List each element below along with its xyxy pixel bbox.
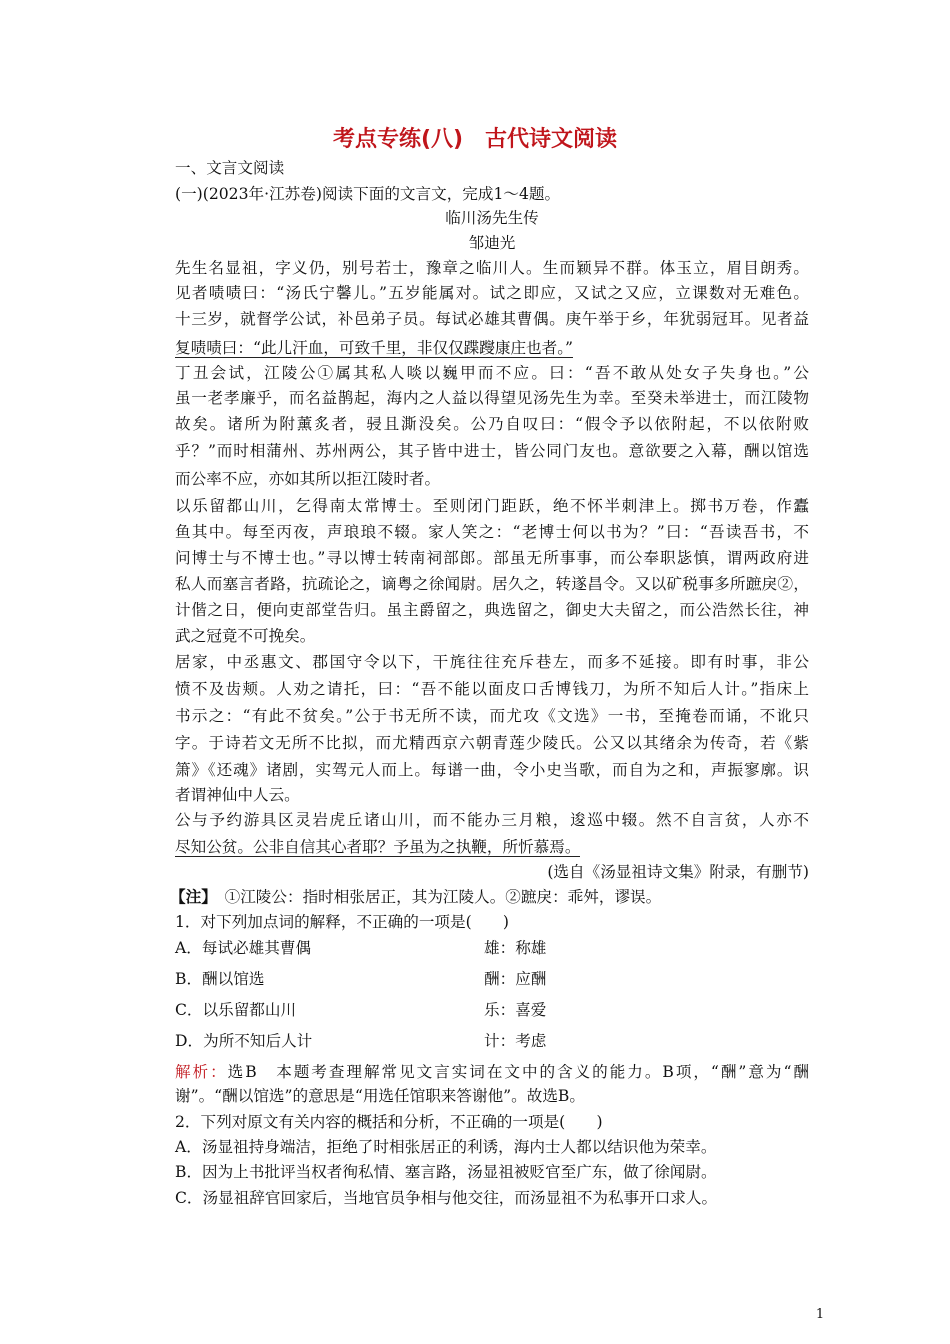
underlined-sentence: 尽知公贫。公非自信其心者耶？予虽为之执鞭，所忻慕焉。 [175, 838, 581, 856]
option-line: A．汤显祖持身端洁，拒绝了时相张居正的利诱，海内士人都以结识他为荣幸。 [175, 1138, 717, 1156]
option-right: 酬：应酬 [484, 970, 547, 988]
text-line: 乎？”而时相蒲州、苏州两公，其子皆中进士，皆公同门友也。意欲要之入幕，酬以馆选 [175, 442, 809, 460]
option-left: B．酬以馆选 [175, 970, 265, 988]
source-citation: (选自《汤显祖诗文集》附录，有删节) [547, 863, 809, 881]
option-line: B．因为上书批评当权者徇私情、塞言路，汤显祖被贬官至广东，做了徐闻尉。 [175, 1163, 717, 1181]
option-left: D．为所不知后人计 [175, 1032, 313, 1050]
question-intro: (一)(2023年·江苏卷)阅读下面的文言文，完成1～4题。 [175, 185, 561, 203]
text-line: 书示之：“有此不贫矣。”公于书无所不读，而尤攻《文选》一书，至掩卷而诵，不讹只 [175, 707, 809, 725]
text-line: 鱼其中。每至丙夜，声琅琅不辍。家人笑之：“老博士何以书为？”曰：“吾读吾书，不 [175, 523, 809, 541]
question-1: 1．对下列加点词的解释，不正确的一项是( ) [175, 913, 509, 931]
text-line: 十三岁，就督学公试，补邑弟子员。每试必雄其曹偶。庚午举于乡，年犹弱冠耳。见者益 [175, 310, 809, 328]
text-line: 以乐留都山川，乞得南太常博士。至则闭门距跃，绝不怀半刺津上。掷书万卷，作蠹 [175, 497, 809, 515]
text-line [175, 836, 809, 858]
question-2: 2．下列对原文有关内容的概括和分析，不正确的一项是( ) [175, 1113, 603, 1131]
option-left: A．每试必雄其曹偶 [175, 939, 312, 957]
text-line: 武之冠竟不可挽矣。 [175, 627, 316, 645]
text-line: 而公率不应，亦如其所以拒江陵时者。 [175, 470, 441, 488]
option-right: 雄：称雄 [484, 939, 547, 957]
page-number: 1 [815, 1307, 825, 1322]
answer-text: 选B 本题考查理解常见文言实词在文中的含义的能力。B项，“酬”意为“酬 [227, 1063, 809, 1081]
text-line: 先生名显祖，字义仍，别号若士，豫章之临川人。生而颖异不群。体玉立，眉目朗秀。 [175, 259, 809, 277]
answer-label: 解析： [175, 1063, 228, 1081]
text-line: 见者啧啧曰：“汤氏宁馨儿。”五岁能属对。试之即应，又试之又应，立课数对无难色。 [175, 284, 809, 302]
option-right: 乐：喜爱 [484, 1001, 547, 1019]
option-right: 计：考虑 [484, 1032, 547, 1050]
answer-line: 谢”。“酬以馆选”的意思是“用选任馆职来答谢他”。故选B。 [175, 1087, 585, 1105]
text-line: 公与予约游具区灵岩虎丘诸山川，而不能办三月粮，逡巡中辍。然不自言贫，人亦不 [175, 811, 809, 829]
underlined-sentence: 复啧啧曰：“此儿汗血，可致千里，非仅仅蹀躞康庄也者。” [175, 339, 573, 357]
essay-title: 临川汤先生传 [445, 209, 539, 227]
option-left: C．以乐留都山川 [175, 1001, 297, 1019]
text-line: 字。于诗若文无所不比拟，而尤精西京六朝青莲少陵氏。公又以其绪余为传奇，若《紫 [175, 734, 809, 752]
note-text: ①江陵公：指时相张居正，其为江陵人。②蹠戾：乖舛，谬误。 [224, 888, 662, 906]
text-line: 居家，中丞惠文、郡国守令以下，干旄往往充斥巷左，而多不延接。即有时事，非公 [175, 653, 809, 671]
text-line: 箫》《还魂》诸剧，实驾元人而上。每谱一曲，令小史当歌，而自为之和，声振寥廓。识 [175, 761, 809, 779]
page-title: 考点专练(八) 古代诗文阅读 [332, 127, 618, 152]
note [170, 886, 804, 908]
text-line: 虽一老孝廉乎，而名益鹊起，海内之人益以得望见汤先生为幸。至癸未举进士，而江陵物 [175, 389, 809, 407]
text-line: 愤不及齿颊。人劝之请托，曰：“吾不能以面皮口舌博钱刀，为所不知后人计。”指床上 [175, 680, 809, 698]
option-line: C．汤显祖辞官回家后，当地官员争相与他交往，而汤显祖不为私事开口求人。 [175, 1189, 718, 1207]
text-line: 丁丑会试，江陵公①属其私人啖以巍甲而不应。曰：“吾不敢从处女子失身也。”公 [175, 364, 809, 382]
text-line: 者谓神仙中人云。 [175, 786, 300, 804]
section-heading: 一、文言文阅读 [175, 159, 285, 177]
text-line [175, 337, 809, 359]
essay-author: 邹迪光 [468, 234, 516, 252]
note-label: 【注】 [170, 887, 209, 906]
text-line: 私人而塞言者路，抗疏论之，谪粤之徐闻尉。居久之，转遂昌令。又以矿税事多所蹠戾②， [175, 575, 809, 593]
answer-line [175, 1061, 809, 1083]
text-line: 计偕之日，便向吏部堂告归。虽主爵留之，典选留之，御史大夫留之，而公浩然长往，神 [175, 601, 809, 619]
text-line: 故矣。诸所为附薰炙者，骎且澌没矣。公乃自叹曰：“假令予以依附起，不以依附败 [175, 415, 809, 433]
text-line: 问博士与不博士也。”寻以博士转南祠部郎。部虽无所事事，而公奉职毖慎，谓两政府进 [175, 549, 809, 567]
